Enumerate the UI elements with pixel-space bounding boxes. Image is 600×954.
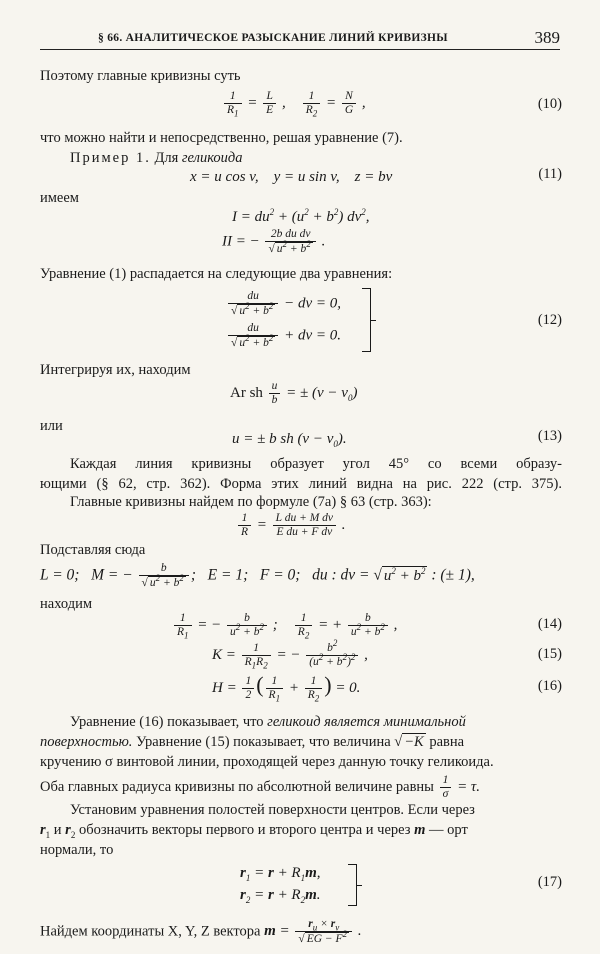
text-line: Найдем координаты X, Y, Z вектора m = $\frac{r_u \times r_v}{√ EG - F^2}$ . xyxy=(40,918,362,945)
equation-substitution: L = 0; M = − $\frac{b}{√ u^2 + b^2}$ ; E = 1; F = 0; du : dv = √ $u^2 + b^2$ : (± 1), xyxy=(40,562,475,589)
system-brace xyxy=(348,864,357,906)
text-line: $r_1$ и $r_2$ обозначить векторы первого и второго центра и через m — орт xyxy=(40,822,468,840)
text-line: кручению σ винтовой линии, проходящей через данную точку геликоида. xyxy=(40,754,494,770)
equation-number: (17) xyxy=(537,874,562,890)
text-line: находим xyxy=(40,596,93,612)
equation-first-form: $I = du^2 + (u^2 + b^2)$ $dv^2$, xyxy=(232,207,370,225)
equation-10: $\frac{1}{R_1}$ = $\frac{L}{E}$ , $\frac{1}{R_2}$ = $\frac{N}{G}$ , xyxy=(222,90,366,117)
text-line: Пример 1. Для геликоида xyxy=(70,150,243,166)
equation-11: x = u cos v, y = u sin v, z = bv xyxy=(190,169,393,185)
equation-arsh: Ar sh $\frac{u}{b}$ = ± $(v - v_0)$ xyxy=(230,380,358,406)
equation-13: u = ± b sh $(v - v_0)$. xyxy=(232,431,347,449)
text-line: нормали, то xyxy=(40,842,114,858)
text-line: Установим уравнения полостей поверхности центров. Если через xyxy=(70,802,475,818)
equation-12a: $\frac{du}{√ u^2 + b^2}$ − dv = 0, xyxy=(226,290,341,318)
equation-number: (16) xyxy=(537,678,562,694)
equation-number: (15) xyxy=(537,646,562,662)
equation-curvature: $\frac{1}{R}$ = $\frac{\text{L du + M dv}}{\text{E du + F dv}}$ . xyxy=(236,512,346,539)
equation-17a: $r_1 = r + R_1m$, xyxy=(240,865,321,883)
equation-16: H = $\frac{1}{2}$ ( $\frac{1}{R_1}$ + $\frac{1}{R_2}$ ) = 0. xyxy=(212,672,361,704)
equation-second-form: II = − $\frac{\text{2b du dv}}{√ u^2 + b^2}$ . xyxy=(222,228,326,255)
example-label: Пример 1. xyxy=(70,150,151,166)
text-line: имеем xyxy=(40,190,79,206)
equation-number: (14) xyxy=(537,616,562,632)
equation-number: (11) xyxy=(538,166,562,182)
text-line: Интегрируя их, находим xyxy=(40,362,191,378)
page-number: 389 xyxy=(534,28,560,47)
text-line: Оба главных радиуса кривизны по абсолютной величине равны $\frac{1}{\sigma}$ = τ. xyxy=(40,774,481,800)
equation-number: (12) xyxy=(537,312,562,328)
header-title: § 66. АНАЛИТИЧЕСКОЕ РАЗЫСКАНИЕ ЛИНИЙ КРИВИЗНЫ xyxy=(98,32,448,44)
text-line: поверхностью. Уравнение (15) показывает, что величина √ −K равна xyxy=(40,734,465,750)
running-header xyxy=(40,28,560,54)
equation-12b: $\frac{du}{√ u^2 + b^2}$ + dv = 0. xyxy=(226,322,341,350)
text-line: ющими (§ 62, стр. 362). Форма этих линий видна на рис. 222 (стр. 375). xyxy=(40,476,562,492)
equation-number: (10) xyxy=(537,96,562,112)
text-line: Уравнение (1) распадается на следующие два уравнения: xyxy=(40,266,393,282)
text-line: Уравнение (16) показывает, что геликоид является минимальной xyxy=(70,714,466,730)
equation-14: $\frac{1}{R_1}$ = − $\frac{b}{u^2 + b^2}$ ; $\frac{1}{R_2}$ = + $\frac{b}{u^2 + b^2}$ , xyxy=(172,612,397,639)
text-line: Каждая линия кривизны образует угол 45° со всеми образу- xyxy=(70,456,562,472)
text-line: Главные кривизны найдем по формуле (7а) § 63 (стр. 363): xyxy=(70,494,432,510)
equation-number: (13) xyxy=(537,428,562,444)
text-line: Подставляя сюда xyxy=(40,542,146,558)
text-line: Поэтому главные кривизны суть xyxy=(40,68,241,84)
text-line: что можно найти и непосредственно, решая уравнение (7). xyxy=(40,130,403,146)
system-brace xyxy=(362,288,371,352)
header-rule xyxy=(40,49,560,50)
equation-15: K = $\frac{1}{R_1R_2}$ = − $\frac{b^2}{(u^2 + b^2)^2}$ , xyxy=(212,638,368,671)
equation-17b: $r_2 = r + R_2m$. xyxy=(240,887,321,905)
text-line: или xyxy=(40,418,63,434)
